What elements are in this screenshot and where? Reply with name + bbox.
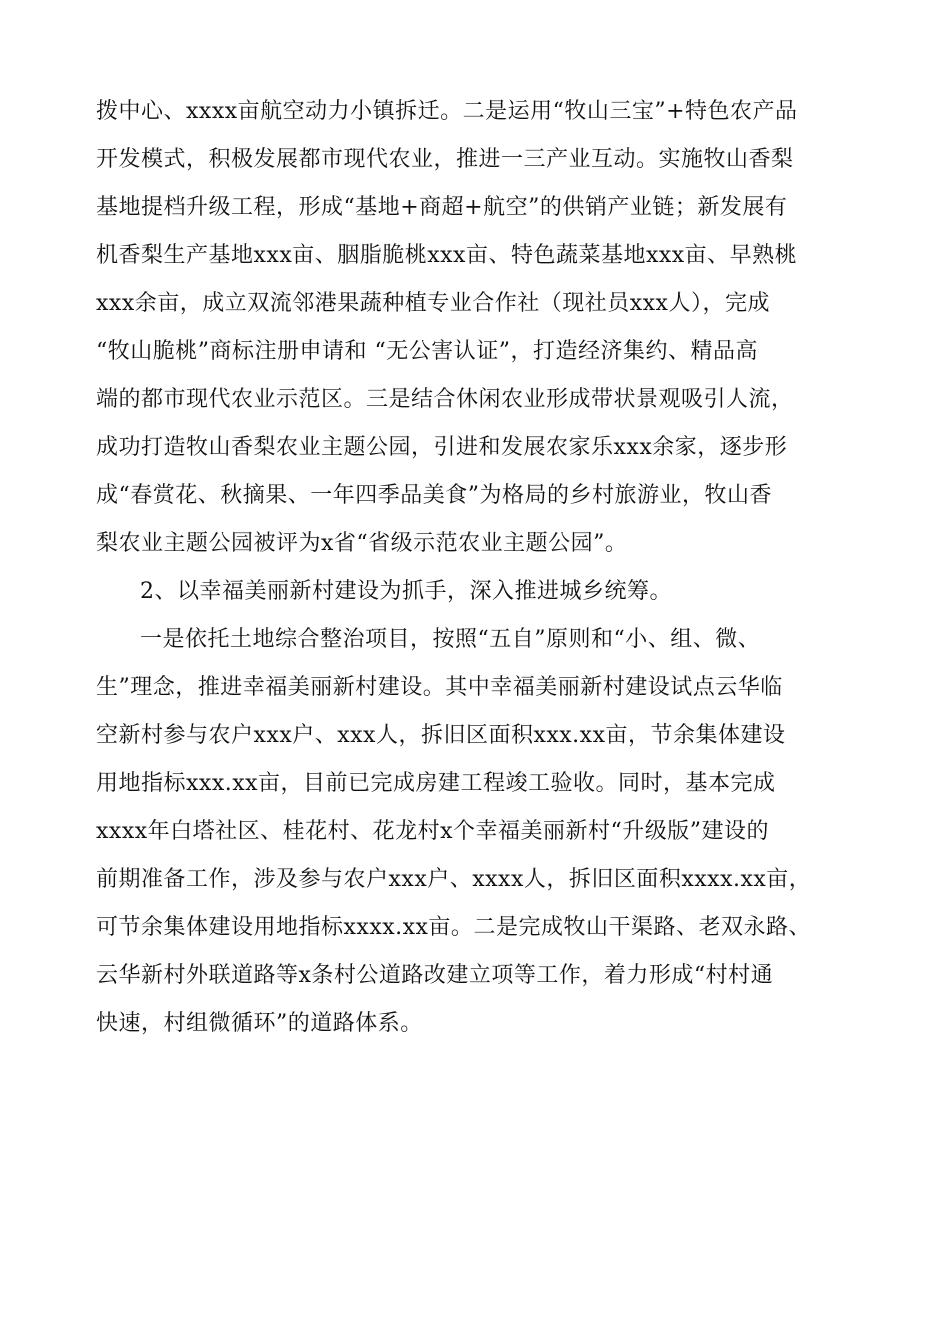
paragraph-line: 生”理念，推进幸福美丽新村建设。其中幸福美丽新村建设试点云华临	[96, 675, 783, 700]
paragraph-line: 梨农业主题公园被评为x省“省级示范农业主题公园”。	[96, 531, 628, 556]
paragraph-line: 可节余集体建设用地指标xxxx.xx亩。二是完成牧山干渠路、老双永路、	[96, 915, 811, 940]
paragraph-line: 前期准备工作，涉及参与农户xxx户、xxxx人，拆旧区面积xxxx.xx亩，	[96, 867, 812, 892]
paragraph-line: xxx余亩，成立双流邻港果蔬种植专业合作社（现社员xxx人），完成	[96, 291, 770, 316]
paragraph-line: 快速，村组微循环”的道路体系。	[96, 1011, 423, 1036]
paragraph-line: 成“春赏花、秋摘果、一年四季品美食”为格局的乡村旅游业，牧山香	[96, 483, 772, 508]
paragraph-line: 一是依托土地综合整治项目，按照“五自”原则和“小、组、微、	[140, 627, 761, 652]
paragraph-line: “牧山脆桃”商标注册申请和 “无公害认证”，打造经济集约、精品高	[96, 339, 758, 364]
document-body	[96, 90, 886, 1050]
paragraph-line: 云华新村外联道路等x条村公道路改建立项等工作，着力形成“村村通	[96, 963, 774, 988]
paragraph-line: xxxx年白塔社区、桂花村、花龙村x个幸福美丽新村“升级版”建设的	[96, 819, 770, 844]
paragraph-line: 开发模式，积极发展都市现代农业，推进一三产业互动。实施牧山香梨	[96, 147, 794, 172]
paragraph-line: 成功打造牧山香梨农业主题公园，引进和发展农家乐xxx余家，逐步形	[96, 435, 788, 460]
paragraph-line: 空新村参与农户xxx户、xxx人，拆旧区面积xxx.xx亩，节余集体建设	[96, 723, 786, 748]
paragraph-line: 拨中心、xxxx亩航空动力小镇拆迁。二是运用“牧山三宝”+特色农产品	[96, 99, 798, 124]
paragraph-line: 端的都市现代农业示范区。三是结合休闲农业形成带状景观吸引人流，	[96, 387, 794, 412]
paragraph-line: 基地提档升级工程，形成“基地+商超+航空”的供销产业链；新发展有	[96, 195, 788, 220]
paragraph-line: 机香梨生产基地xxx亩、胭脂脆桃xxx亩、特色蔬菜基地xxx亩、早熟桃	[96, 243, 798, 268]
paragraph-line: 用地指标xxx.xx亩，目前已完成房建工程竣工验收。同时，基本完成	[96, 771, 776, 796]
section-heading: 2、以幸福美丽新村建设为抓手，深入推进城乡统筹。	[140, 579, 672, 604]
